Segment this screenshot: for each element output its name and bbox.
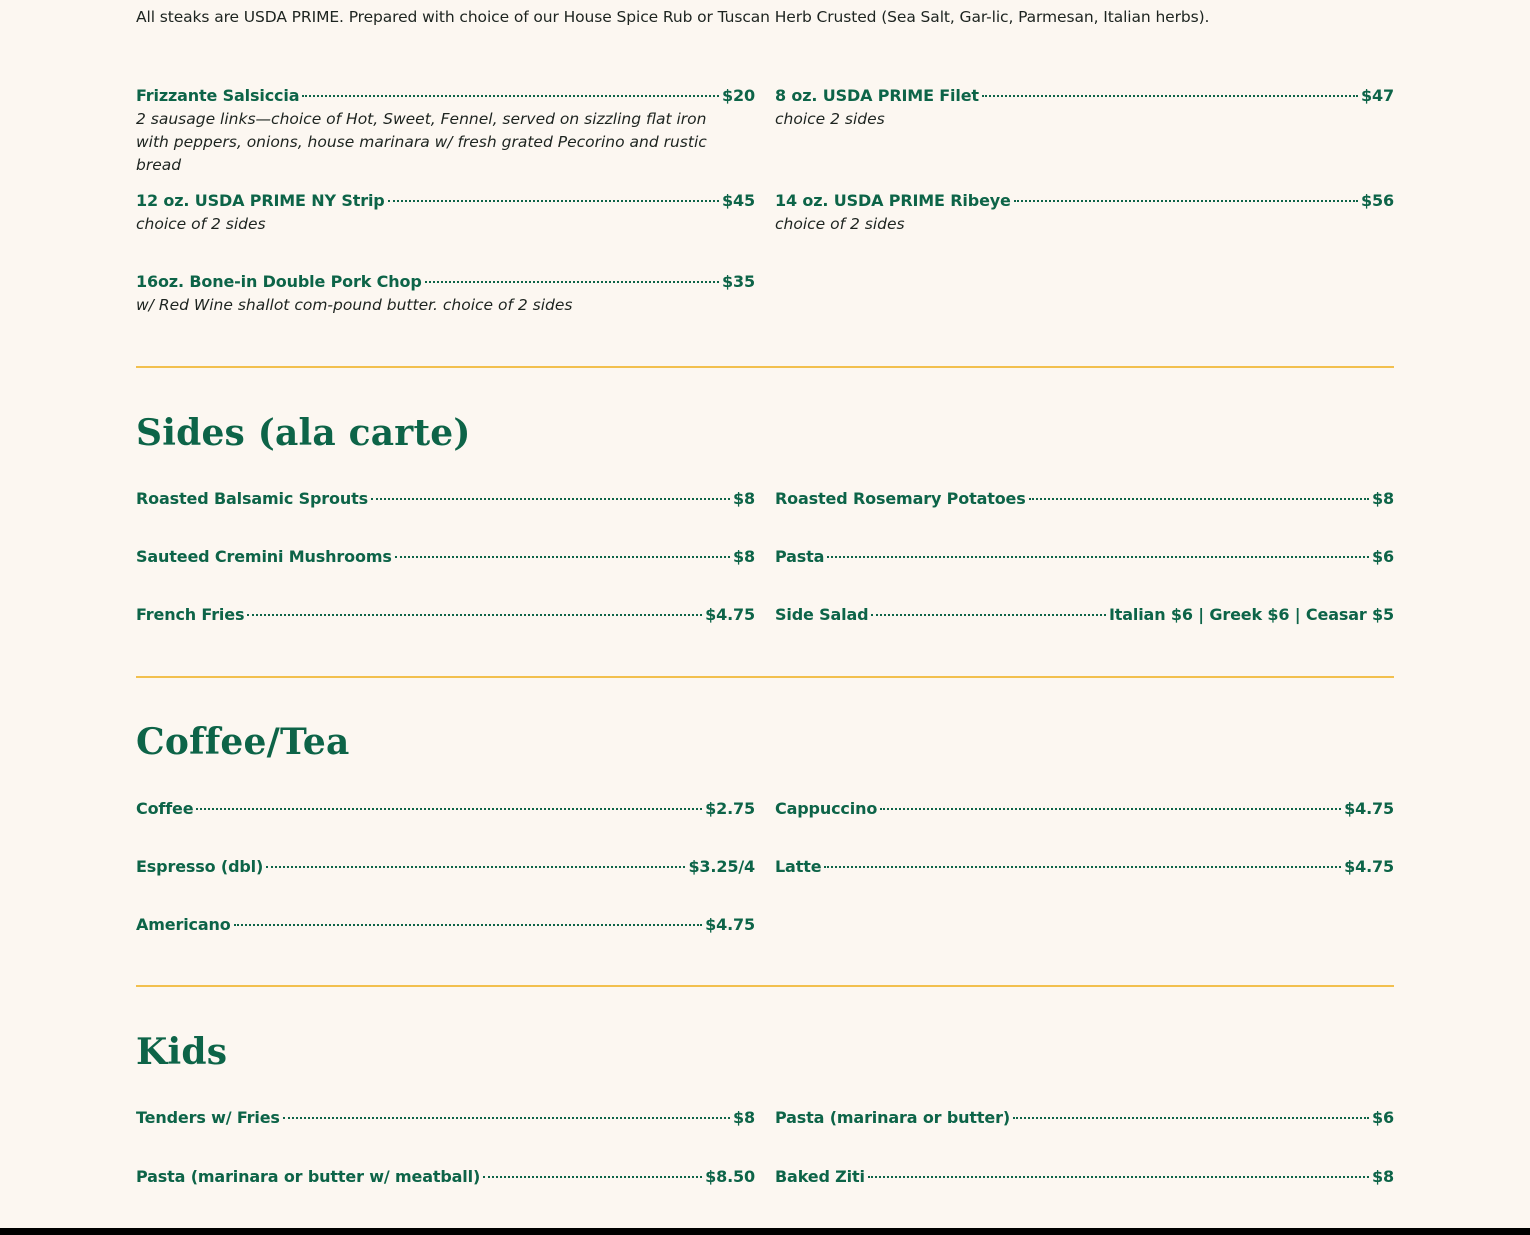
menu-item xyxy=(775,85,1394,131)
item-name: Baked Ziti xyxy=(775,1167,865,1186)
dot-leader xyxy=(880,808,1341,810)
dot-leader xyxy=(824,866,1341,868)
item-name: Pasta (marinara or butter w/ meatball) xyxy=(136,1167,481,1186)
menu-item xyxy=(136,271,755,317)
item-name: Roasted Rosemary Potatoes xyxy=(775,489,1026,508)
menu-item xyxy=(775,1166,1394,1188)
dot-leader xyxy=(871,614,1105,616)
item-price: $3.25/4 xyxy=(688,857,755,876)
dot-leader xyxy=(283,1117,730,1119)
item-price: $4.75 xyxy=(705,605,755,624)
item-name: Coffee xyxy=(136,799,194,818)
section-divider xyxy=(136,985,1394,987)
item-name: Pasta xyxy=(775,547,825,566)
dot-leader xyxy=(302,95,719,97)
menu-item xyxy=(136,488,755,510)
section-divider xyxy=(136,676,1394,678)
item-name: Americano xyxy=(136,915,231,934)
dot-leader xyxy=(868,1176,1369,1178)
item-name: Cappuccino xyxy=(775,799,878,818)
item-name: Espresso (dbl) xyxy=(136,857,264,876)
item-name: Pasta (marinara or butter) xyxy=(775,1108,1010,1127)
menu-item xyxy=(136,914,755,936)
item-name: Side Salad xyxy=(775,605,869,624)
dot-leader xyxy=(1014,200,1358,202)
steaks-intro: All steaks are USDA PRIME. Prepared with choice of our House Spice Rub or Tuscan Herb Crusted (Sea Salt, Gar-lic, Parmesan, Italian herbs). xyxy=(136,8,1210,26)
item-price: $56 xyxy=(1361,191,1394,210)
menu-item xyxy=(136,798,755,820)
item-description: choice 2 sides xyxy=(775,110,885,128)
item-description: 2 sausage links—choice of Hot, Sweet, Fennel, served on sizzling flat iron with peppers, onions, house marinara w/ fresh grated Pecorino and rustic bread xyxy=(136,110,707,174)
dot-leader xyxy=(1013,1117,1369,1119)
item-name: Roasted Balsamic Sprouts xyxy=(136,489,368,508)
dot-leader xyxy=(982,95,1358,97)
section-title-coffee: Coffee/Tea xyxy=(136,721,350,763)
item-price: $8 xyxy=(733,547,755,566)
menu-item xyxy=(775,798,1394,820)
item-price: $6 xyxy=(1372,1108,1394,1127)
item-price: Italian $6 | Greek $6 | Ceasar $5 xyxy=(1108,605,1394,624)
item-price: $6 xyxy=(1372,547,1394,566)
item-name: Tenders w/ Fries xyxy=(136,1108,280,1127)
menu-item xyxy=(775,546,1394,568)
dot-leader xyxy=(234,924,703,926)
menu-item xyxy=(775,488,1394,510)
section-title-sides: Sides (ala carte) xyxy=(136,412,471,454)
item-name: Frizzante Salsiccia xyxy=(136,86,300,105)
menu-item xyxy=(136,190,755,236)
menu-item xyxy=(775,604,1394,626)
menu-item xyxy=(136,1107,755,1129)
item-price: $8 xyxy=(1372,1167,1394,1186)
menu-item xyxy=(136,85,755,177)
dot-leader xyxy=(395,556,730,558)
dot-leader xyxy=(388,200,719,202)
item-price: $47 xyxy=(1361,86,1394,105)
item-price: $4.75 xyxy=(705,915,755,934)
item-description: choice of 2 sides xyxy=(775,215,905,233)
item-price: $4.75 xyxy=(1344,799,1394,818)
dot-leader xyxy=(1029,498,1369,500)
item-name: 16oz. Bone-in Double Pork Chop xyxy=(136,272,422,291)
section-title-kids: Kids xyxy=(136,1031,228,1073)
item-name: French Fries xyxy=(136,605,245,624)
dot-leader xyxy=(247,614,702,616)
item-name: 14 oz. USDA PRIME Ribeye xyxy=(775,191,1011,210)
item-price: $2.75 xyxy=(705,799,755,818)
section-divider xyxy=(136,366,1394,368)
item-price: $4.75 xyxy=(1344,857,1394,876)
item-name: 12 oz. USDA PRIME NY Strip xyxy=(136,191,385,210)
item-name: 8 oz. USDA PRIME Filet xyxy=(775,86,979,105)
menu-item xyxy=(136,546,755,568)
item-price: $35 xyxy=(722,272,755,291)
item-price: $8.50 xyxy=(705,1167,755,1186)
item-name: Latte xyxy=(775,857,822,876)
dot-leader xyxy=(371,498,730,500)
item-price: $8 xyxy=(733,1108,755,1127)
dot-leader xyxy=(425,281,719,283)
item-price: $20 xyxy=(722,86,755,105)
item-description: w/ Red Wine shallot com-pound butter. choice of 2 sides xyxy=(136,296,573,314)
item-price: $8 xyxy=(733,489,755,508)
dot-leader xyxy=(196,808,702,810)
item-price: $8 xyxy=(1372,489,1394,508)
item-price: $45 xyxy=(722,191,755,210)
item-description: choice of 2 sides xyxy=(136,215,266,233)
menu-item xyxy=(775,190,1394,236)
menu-item xyxy=(136,604,755,626)
window-bottom-edge xyxy=(0,1228,1530,1235)
menu-item xyxy=(136,856,755,878)
dot-leader xyxy=(827,556,1369,558)
menu-item xyxy=(775,856,1394,878)
item-name: Sauteed Cremini Mushrooms xyxy=(136,547,392,566)
dot-leader xyxy=(266,866,685,868)
dot-leader xyxy=(483,1176,702,1178)
menu-item xyxy=(136,1166,755,1188)
menu-item xyxy=(775,1107,1394,1129)
